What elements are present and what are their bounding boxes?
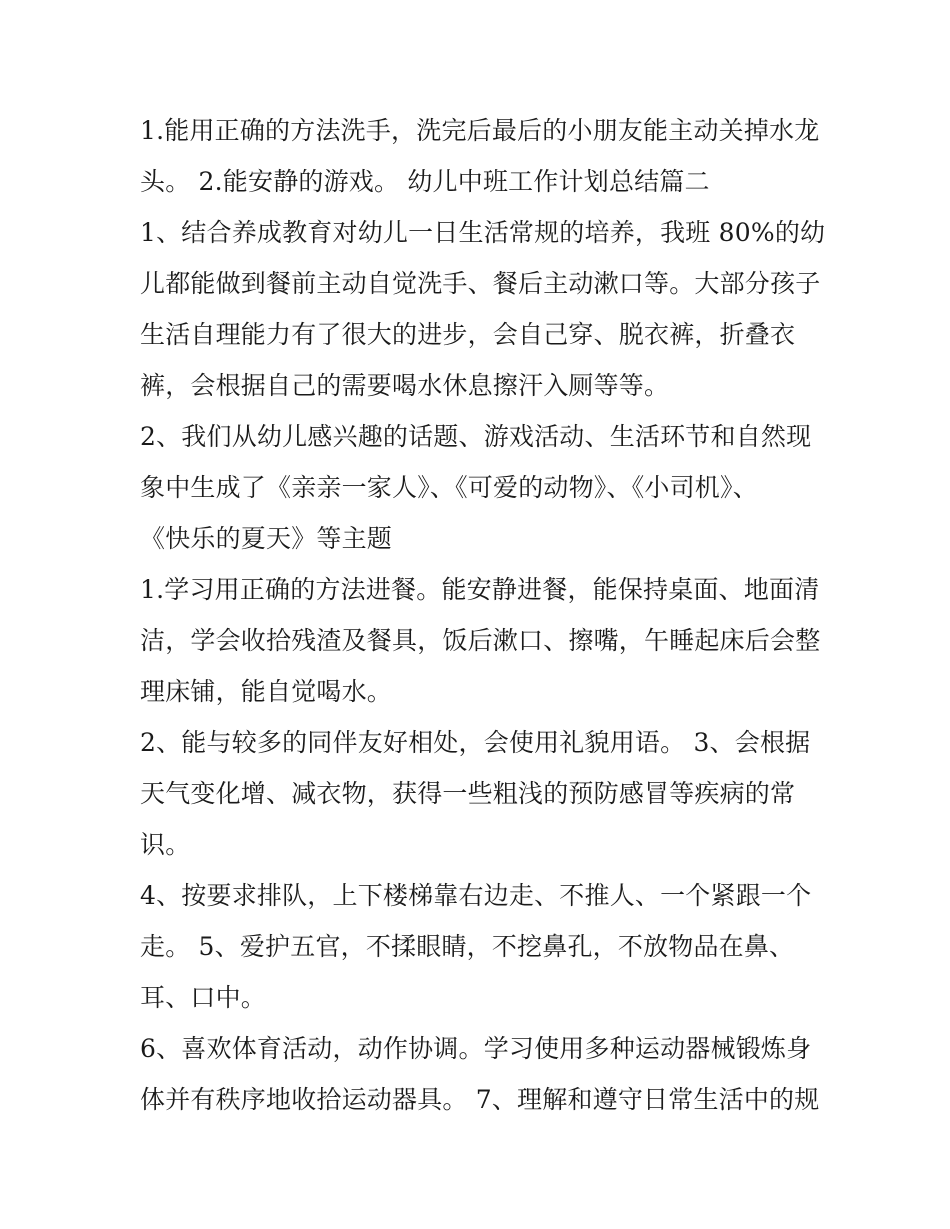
text-line: 生活自理能力有了很大的进步，会自己穿、脱衣裤，折叠衣 — [140, 320, 796, 349]
text-line: 2、能与较多的同伴友好相处，会使用礼貌用语。 3、会根据 — [140, 728, 811, 757]
text-line: 走。 5、爱护五官，不揉眼睛，不挖鼻孔，不放物品在鼻、 — [140, 932, 795, 961]
text-line: 儿都能做到餐前主动自觉洗手、餐后主动漱口等。大部分孩子 — [140, 269, 821, 298]
text-line: 体并有秩序地收拾运动器具。 7、理解和遵守日常生活中的规 — [140, 1085, 820, 1114]
text-line: 6、喜欢体育活动，动作协调。学习使用多种运动器械锻炼身 — [140, 1034, 812, 1063]
text-line: 1.学习用正确的方法进餐。能安静进餐，能保持桌面、地面清 — [140, 575, 820, 604]
text-line: 裤，会根据自己的需要喝水休息擦汗入厕等等。 — [140, 371, 670, 400]
text-line: 天气变化增、减衣物，获得一些粗浅的预防感冒等疾病的常 — [140, 779, 796, 808]
text-line: 识。 — [140, 830, 191, 859]
body-text — [140, 105, 826, 1125]
text-line: 理床铺，能自觉喝水。 — [140, 677, 393, 706]
text-line: 1.能用正确的方法洗手，洗完后最后的小朋友能主动关掉水龙 — [140, 116, 820, 145]
text-line: 4、按要求排队，上下楼梯靠右边走、不推人、一个紧跟一个 — [140, 881, 812, 910]
text-line: 头。 2.能安静的游戏。 幼儿中班工作计划总结篇二 — [140, 167, 710, 196]
text-line: 2、我们从幼儿感兴趣的话题、游戏活动、生活环节和自然现 — [140, 422, 812, 451]
text-line: 《快乐的夏天》等主题 — [140, 524, 393, 553]
text-line: 耳、口中。 — [140, 983, 267, 1012]
text-line: 洁，学会收拾残渣及餐具，饭后漱口、擦嘴，午睡起床后会整 — [140, 626, 821, 655]
text-line: 1、结合养成教育对幼儿一日生活常规的培养，我班 80%的幼 — [140, 218, 826, 247]
text-line: 象中生成了《亲亲一家人》、《可爱的动物》、《小司机》、 — [140, 473, 758, 502]
